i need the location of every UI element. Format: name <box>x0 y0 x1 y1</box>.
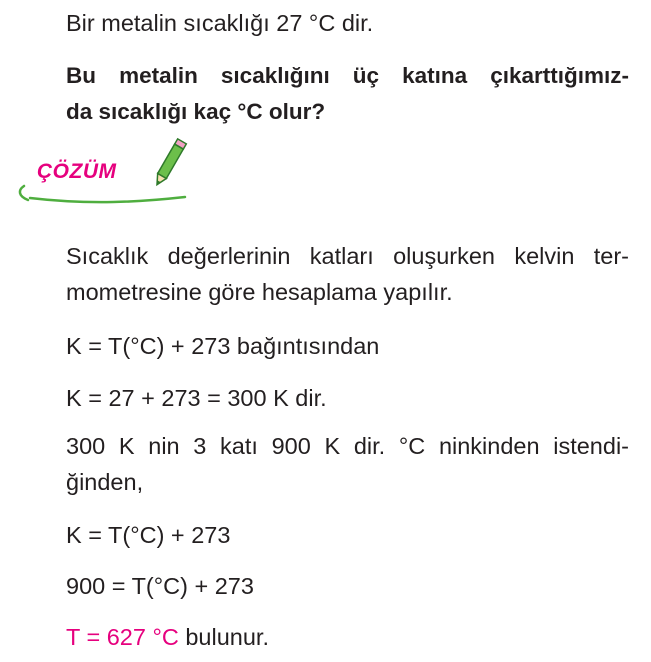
solution-title: ÇÖZÜM <box>37 160 117 183</box>
solution-para2-line1: 300 K nin 3 katı 900 K dir. °C ninkinden istendi- <box>66 433 629 459</box>
question-intro: Bir metalin sıcaklığı 27 °C dir. <box>66 10 374 36</box>
solution-para2-line2: ğinden, <box>66 469 144 495</box>
solution-para1-line2: mometresine göre hesaplama yapılır. <box>66 279 453 305</box>
question-line-2: da sıcaklığı kaç °C olur? <box>66 99 326 124</box>
calc-kelvin: K = 27 + 273 = 300 K dir. <box>66 385 327 411</box>
solution-para1-line1: Sıcaklık değerlerinin katları oluşurken kelvin ter- <box>66 243 629 269</box>
pencil-icon <box>153 139 187 187</box>
formula-kelvin-2: K = T(°C) + 273 <box>66 522 231 548</box>
swoosh-underline <box>30 197 185 202</box>
calc-900: 900 = T(°C) + 273 <box>66 573 254 599</box>
result-suffix: bulunur. <box>178 624 269 650</box>
result-value: T = 627 °C <box>66 624 179 650</box>
swoosh-hook <box>20 186 28 200</box>
formula-kelvin: K = T(°C) + 273 bağıntısından <box>66 333 380 359</box>
question-line-1: Bu metalin sıcaklığını üç katına çıkarttığımız- <box>66 63 629 88</box>
result-line <box>66 622 269 652</box>
